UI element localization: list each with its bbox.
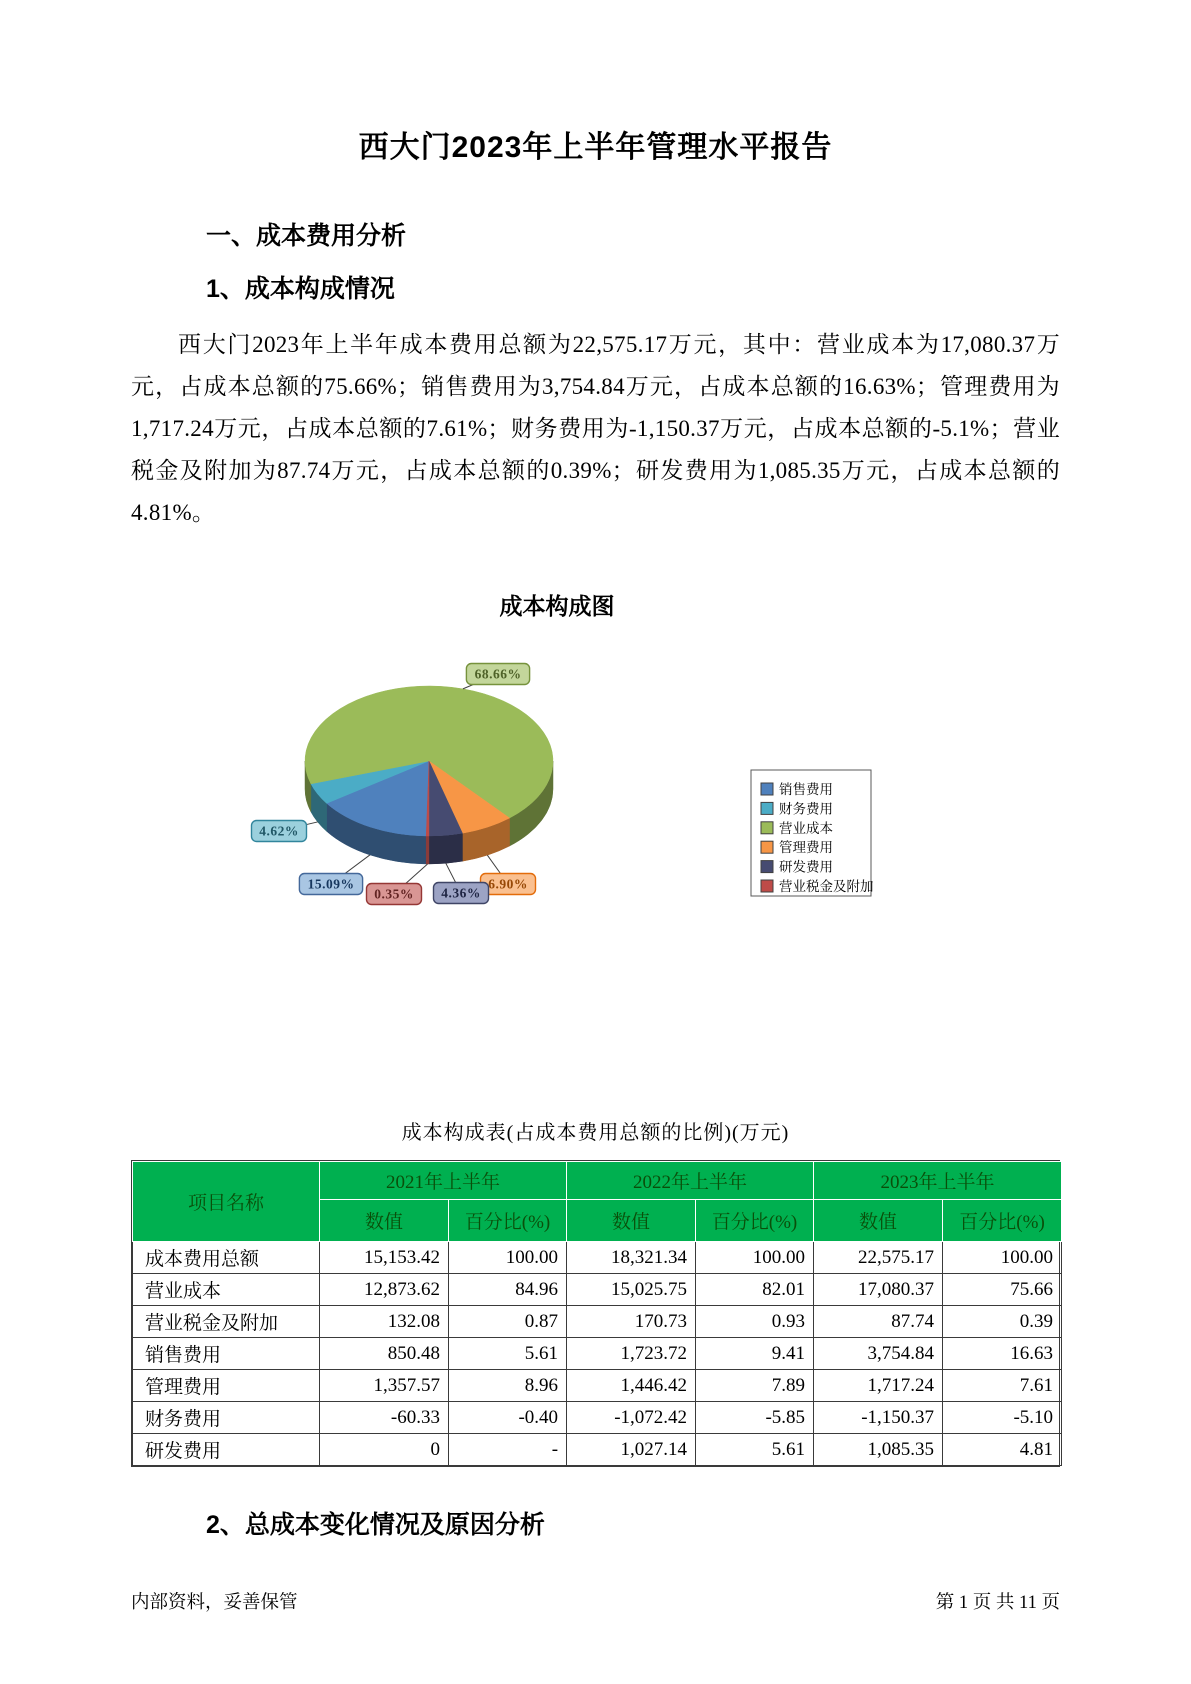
legend-label: 管理费用 bbox=[779, 840, 833, 856]
cost-composition-chart bbox=[131, 590, 1060, 920]
cell-value: 16.63 bbox=[943, 1338, 1062, 1370]
chart-title: 成本构成图 bbox=[499, 594, 615, 619]
cell-value: -5.10 bbox=[943, 1402, 1062, 1434]
cell-value: 1,027.14 bbox=[567, 1434, 696, 1466]
table-row bbox=[133, 1274, 1062, 1306]
legend-label: 销售费用 bbox=[779, 782, 833, 797]
col-header-year-group: 2021年上半年 bbox=[320, 1162, 567, 1200]
table-header-row-groups bbox=[133, 1162, 1062, 1200]
cell-value: 7.89 bbox=[696, 1370, 814, 1402]
pie-tops bbox=[305, 686, 553, 836]
subsection-heading-cost-composition: 1、成本构成情况 bbox=[206, 275, 395, 303]
callout-label: 4.62% bbox=[259, 823, 299, 839]
col-header-value: 数值 bbox=[320, 1200, 449, 1242]
cell-value: 1,446.42 bbox=[567, 1370, 696, 1402]
cell-value: -1,072.42 bbox=[567, 1402, 696, 1434]
legend-swatch bbox=[761, 880, 773, 892]
cell-value: 12,873.62 bbox=[320, 1274, 449, 1306]
col-header-percent: 百分比(%) bbox=[449, 1200, 567, 1242]
cell-item-name: 财务费用 bbox=[133, 1402, 320, 1434]
footer-page-number: 第 1 页 共 11 页 bbox=[935, 1593, 1060, 1613]
cell-value: 8.96 bbox=[449, 1370, 567, 1402]
cost-composition-table bbox=[132, 1161, 1062, 1466]
cell-value: 22,575.17 bbox=[814, 1242, 943, 1274]
callout-label: 6.90% bbox=[488, 876, 528, 892]
cell-value: 4.81 bbox=[943, 1434, 1062, 1466]
legend-swatch bbox=[761, 783, 773, 795]
callout-label: 4.36% bbox=[441, 885, 481, 901]
cell-value: 1,723.72 bbox=[567, 1338, 696, 1370]
cell-value: 87.74 bbox=[814, 1306, 943, 1338]
cell-value: -0.40 bbox=[449, 1402, 567, 1434]
section-heading-cost-analysis: 一、成本费用分析 bbox=[206, 222, 407, 250]
document-content bbox=[131, 0, 1060, 1542]
cell-value: 0.93 bbox=[696, 1306, 814, 1338]
page-footer bbox=[131, 1588, 1060, 1614]
cell-item-name: 成本费用总额 bbox=[133, 1242, 320, 1274]
callout-label: 68.66% bbox=[474, 666, 522, 682]
pie-slice-wall bbox=[429, 833, 463, 864]
cell-value: 15,153.42 bbox=[320, 1242, 449, 1274]
legend-label: 财务费用 bbox=[779, 801, 833, 817]
subsection-heading-total-cost-change: 2、总成本变化情况及原因分析 bbox=[206, 1511, 545, 1539]
table-row bbox=[133, 1434, 1062, 1466]
table-row bbox=[133, 1306, 1062, 1338]
cell-value: 170.73 bbox=[567, 1306, 696, 1338]
cell-value: 0.39 bbox=[943, 1306, 1062, 1338]
table-caption: 成本构成表(占成本费用总额的比例)(万元) bbox=[401, 1122, 790, 1144]
cell-value: -1,150.37 bbox=[814, 1402, 943, 1434]
cell-item-name: 营业成本 bbox=[133, 1274, 320, 1306]
legend-swatch bbox=[761, 841, 773, 853]
cell-value: 1,717.24 bbox=[814, 1370, 943, 1402]
footer-confidential-note: 内部资料，妥善保管 bbox=[131, 1593, 298, 1613]
cell-value: -5.85 bbox=[696, 1402, 814, 1434]
cell-value: - bbox=[449, 1434, 567, 1466]
cell-value: 9.41 bbox=[696, 1338, 814, 1370]
table-row bbox=[133, 1242, 1062, 1274]
cell-value: 850.48 bbox=[320, 1338, 449, 1370]
cell-value: 17,080.37 bbox=[814, 1274, 943, 1306]
callout-label: 15.09% bbox=[307, 876, 355, 892]
cell-value: 1,085.35 bbox=[814, 1434, 943, 1466]
col-header-percent: 百分比(%) bbox=[696, 1200, 814, 1242]
cell-item-name: 销售费用 bbox=[133, 1338, 320, 1370]
cell-value: 100.00 bbox=[696, 1242, 814, 1274]
cell-value: 1,357.57 bbox=[320, 1370, 449, 1402]
cell-value: -60.33 bbox=[320, 1402, 449, 1434]
cell-value: 84.96 bbox=[449, 1274, 567, 1306]
cell-value: 82.01 bbox=[696, 1274, 814, 1306]
legend-swatch bbox=[761, 822, 773, 834]
cell-value: 15,025.75 bbox=[567, 1274, 696, 1306]
legend-swatch bbox=[761, 861, 773, 873]
legend-label: 营业成本 bbox=[779, 820, 833, 836]
col-header-percent: 百分比(%) bbox=[943, 1200, 1062, 1242]
legend-swatch bbox=[761, 802, 773, 814]
cell-value: 3,754.84 bbox=[814, 1338, 943, 1370]
cell-value: 7.61 bbox=[943, 1370, 1062, 1402]
cell-value: 5.61 bbox=[449, 1338, 567, 1370]
table-row bbox=[133, 1402, 1062, 1434]
col-header-year-group: 2022年上半年 bbox=[567, 1162, 814, 1200]
cell-value: 5.61 bbox=[696, 1434, 814, 1466]
table-row bbox=[133, 1370, 1062, 1402]
table-row bbox=[133, 1338, 1062, 1370]
page-title: 西大门2023年上半年管理水平报告 bbox=[358, 131, 833, 164]
col-header-value: 数值 bbox=[567, 1200, 696, 1242]
cell-value: 75.66 bbox=[943, 1274, 1062, 1306]
pie-slice-wall bbox=[426, 836, 429, 864]
cell-value: 132.08 bbox=[320, 1306, 449, 1338]
cell-value: 100.00 bbox=[449, 1242, 567, 1274]
pie-chart-svg bbox=[131, 590, 1060, 920]
col-header-value: 数值 bbox=[814, 1200, 943, 1242]
cell-value: 100.00 bbox=[943, 1242, 1062, 1274]
cell-item-name: 研发费用 bbox=[133, 1434, 320, 1466]
cell-item-name: 营业税金及附加 bbox=[133, 1306, 320, 1338]
table-frame bbox=[131, 1160, 1060, 1467]
cell-value: 18,321.34 bbox=[567, 1242, 696, 1274]
col-header-item-name: 项目名称 bbox=[133, 1162, 320, 1242]
cell-value: 0.87 bbox=[449, 1306, 567, 1338]
legend-label: 研发费用 bbox=[779, 859, 833, 875]
cell-item-name: 管理费用 bbox=[133, 1370, 320, 1402]
callout-label: 0.35% bbox=[374, 886, 414, 902]
cell-value: 0 bbox=[320, 1434, 449, 1466]
cost-summary-paragraph: 西大门2023年上半年成本费用总额为22,575.17万元，其中：营业成本为17,080.37万元，占成本总额的75.66%；销售费用为3,754.84万元，占成本总额的16.63%；管理费用为1,717.24万元，占成本总额的7.61%；财务费用为-1,150.37万元，占成本总额的-5.1%；营业税金及附加为87.74万元，占成本总额的0.39%；研发费用为1,085.35万元，占成本总额的4.81%。 bbox=[131, 332, 1060, 525]
col-header-year-group: 2023年上半年 bbox=[814, 1162, 1062, 1200]
legend-label: 营业税金及附加 bbox=[779, 879, 874, 894]
